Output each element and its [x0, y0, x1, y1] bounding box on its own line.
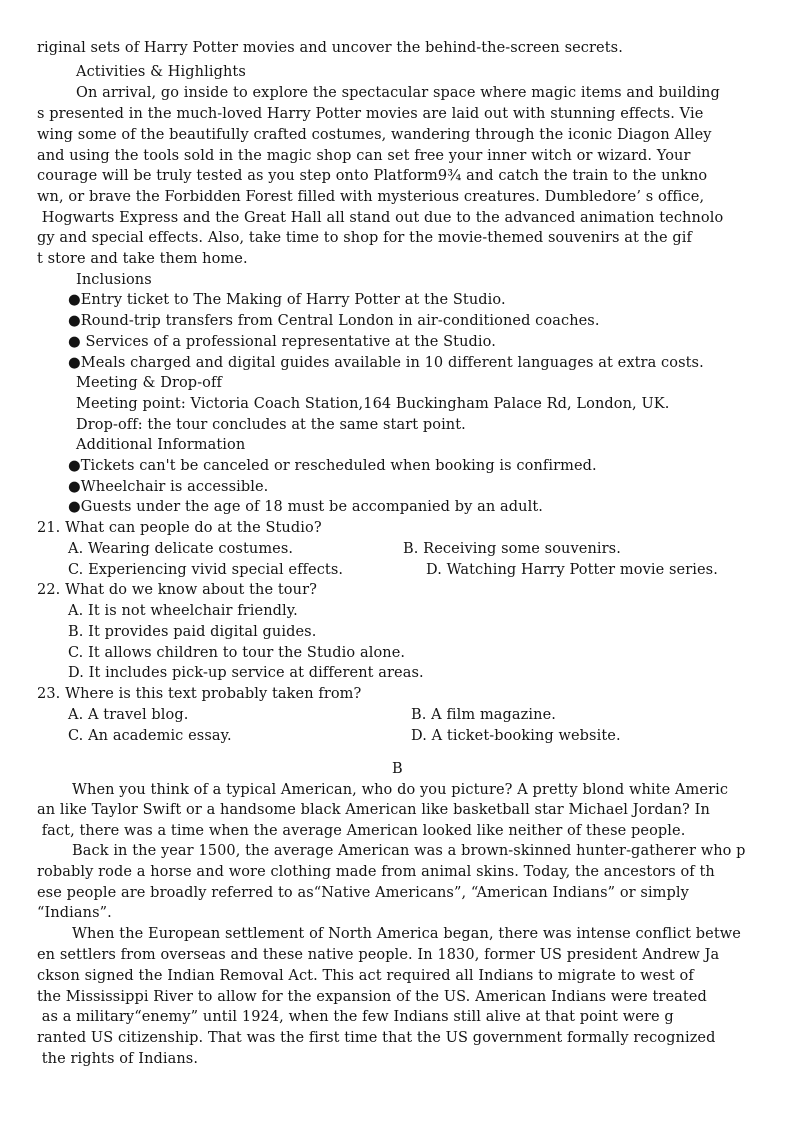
passage-b-label: B — [392, 761, 403, 777]
passage-b-line: “Indians”. — [37, 905, 112, 921]
activities-line: Hogwarts Express and the Great Hall all stand out due to the advanced animation technolo — [37, 210, 724, 226]
inclusion-item: ●Entry ticket to The Making of Harry Potter at the Studio. — [68, 292, 506, 308]
meeting-heading: Meeting & Drop-off — [76, 375, 222, 391]
question-21-option-b: B. Receiving some souvenirs. — [403, 541, 621, 557]
question-23-stem: 23. Where is this text probably taken from? — [37, 686, 362, 702]
passage-b-line: en settlers from overseas and these native people. In 1830, former US president Andrew Ja — [37, 947, 720, 963]
passage-b-line: the rights of Indians. — [37, 1051, 199, 1067]
question-23-option-c: C. An academic essay. — [68, 728, 232, 744]
passage-b-line: ckson signed the Indian Removal Act. This act required all Indians to migrate to west of — [37, 968, 694, 984]
inclusion-item: ● Services of a professional representative at the Studio. — [68, 334, 496, 350]
activities-line: gy and special effects. Also, take time to shop for the movie-themed souvenirs at the gif — [37, 230, 692, 246]
activities-line: t store and take them home. — [37, 251, 248, 267]
activities-line: and using the tools sold in the magic shop can set free your inner witch or wizard. Your — [37, 148, 691, 164]
question-22-stem: 22. What do we know about the tour? — [37, 582, 317, 598]
activities-line: wn, or brave the Forbidden Forest filled with mysterious creatures. Dumbledore’ s office, — [37, 189, 705, 205]
question-21-option-a: A. Wearing delicate costumes. — [68, 541, 294, 557]
passage-b-line: ese people are broadly referred to as“Native Americans”, “American Indians” or simply — [37, 885, 689, 901]
drop-off: Drop-off: the tour concludes at the same start point. — [76, 417, 466, 433]
question-21-option-c: C. Experiencing vivid special effects. — [68, 562, 344, 578]
inclusion-item: ●Meals charged and digital guides available in 10 different languages at extra costs. — [68, 355, 704, 371]
additional-heading: Additional Information — [76, 437, 246, 453]
additional-item: ●Guests under the age of 18 must be accompanied by an adult. — [68, 499, 543, 515]
passage-b-line: Back in the year 1500, the average American was a brown-skinned hunter-gatherer who p — [72, 843, 746, 859]
passage-b-line: as a military“enemy” until 1924, when the few Indians still alive at that point were g — [37, 1009, 674, 1025]
activities-line: courage will be truly tested as you step onto Platform9¾ and catch the train to the unkno — [37, 168, 708, 184]
meeting-point: Meeting point: Victoria Coach Station,164 Buckingham Palace Rd, London, UK. — [76, 396, 670, 412]
passage-b-line: the Mississippi River to allow for the expansion of the US. American Indians were treated — [37, 989, 707, 1005]
question-22-option-c: C. It allows children to tour the Studio alone. — [68, 645, 406, 661]
passage-b-line: When the European settlement of North America began, there was intense conflict betwe — [72, 926, 741, 942]
passage-b-line: When you think of a typical American, who do you picture? A pretty blond white Americ — [72, 782, 729, 798]
additional-item: ●Tickets can't be canceled or rescheduled when booking is confirmed. — [68, 458, 597, 474]
inclusion-item: ●Round-trip transfers from Central London in air-conditioned coaches. — [68, 313, 600, 329]
question-22-option-a: A. It is not wheelchair friendly. — [68, 603, 298, 619]
question-23-option-b: B. A film magazine. — [411, 707, 556, 723]
question-21-option-d: D. Watching Harry Potter movie series. — [426, 562, 718, 578]
question-21-stem: 21. What can people do at the Studio? — [37, 520, 322, 536]
activities-line: On arrival, go inside to explore the spectacular space where magic items and building — [76, 85, 720, 101]
activities-line: s presented in the much-loved Harry Potter movies are laid out with stunning effects. Vie — [37, 106, 704, 122]
passage-b-line: an like Taylor Swift or a handsome black American like basketball star Michael Jordan? In — [37, 802, 710, 818]
question-23-option-a: A. A travel blog. — [68, 707, 189, 723]
passage-a-intro-tail: riginal sets of Harry Potter movies and uncover the behind-the-screen secrets. — [37, 40, 623, 56]
activities-heading: Activities & Highlights — [76, 64, 246, 80]
question-23-option-d: D. A ticket-booking website. — [411, 728, 621, 744]
inclusions-heading: Inclusions — [76, 272, 152, 288]
passage-b-line: fact, there was a time when the average American looked like neither of these people. — [37, 823, 686, 839]
question-22-option-d: D. It includes pick-up service at different areas. — [68, 665, 424, 681]
passage-b-line: robably rode a horse and wore clothing made from animal skins. Today, the ancestors of th — [37, 864, 715, 880]
activities-line: wing some of the beautifully crafted costumes, wandering through the iconic Diagon Alley — [37, 127, 712, 143]
question-22-option-b: B. It provides paid digital guides. — [68, 624, 317, 640]
passage-b-line: ranted US citizenship. That was the first time that the US government formally recognized — [37, 1030, 716, 1046]
additional-item: ●Wheelchair is accessible. — [68, 479, 269, 495]
